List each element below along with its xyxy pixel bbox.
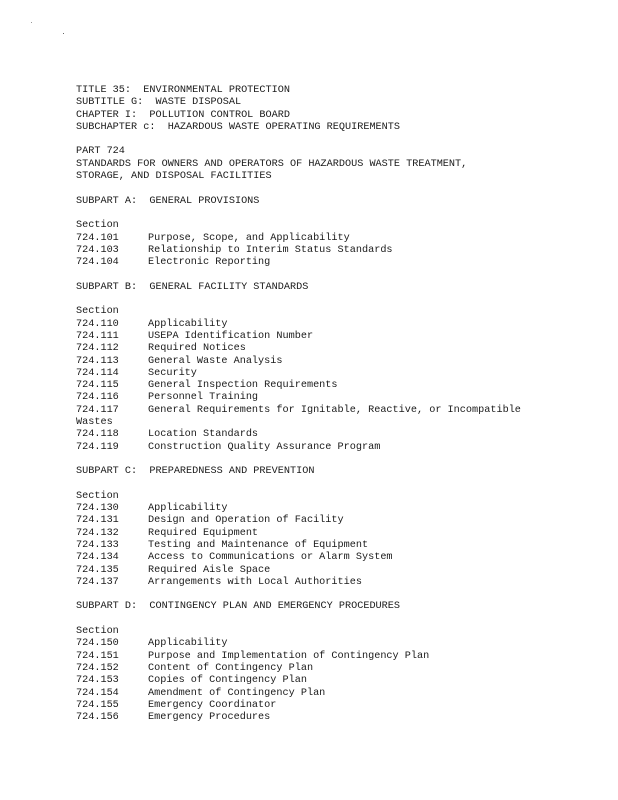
section-row: [76, 688, 556, 700]
subpart-heading: SUBPART C: PREPAREDNESS AND PREVENTION: [76, 466, 315, 478]
section-number: 724.153: [76, 675, 119, 687]
section-title: Construction Quality Assurance Program: [148, 441, 381, 453]
section-number: 724.117: [76, 404, 119, 416]
subpart-block: [76, 196, 556, 282]
section-number: 724.114: [76, 367, 119, 379]
section-title: Applicability: [148, 318, 228, 330]
subpart-block: [76, 601, 556, 724]
section-title: Copies of Contingency Plan: [148, 675, 307, 687]
section-number: 724.110: [76, 318, 119, 330]
section-title: Applicability: [148, 638, 228, 650]
section-title: Security: [148, 367, 197, 379]
section-row: [76, 528, 556, 540]
section-number: 724.134: [76, 552, 119, 564]
section-row: [76, 331, 556, 343]
section-row: [76, 651, 556, 663]
document-page: [76, 85, 556, 724]
section-title: Location Standards: [148, 429, 259, 441]
section-row: [76, 675, 556, 687]
section-number: 724.111: [76, 330, 119, 342]
part-title-line-1: STANDARDS FOR OWNERS AND OPERATORS OF HAZARDOUS WASTE TREATMENT,: [76, 158, 468, 170]
part-label: PART 724: [76, 146, 125, 158]
section-label: Section: [76, 220, 119, 232]
section-number: 724.112: [76, 343, 119, 355]
subpart-heading: SUBPART B: GENERAL FACILITY STANDARDS: [76, 281, 309, 293]
section-title: Design and Operation of Facility: [148, 515, 344, 527]
section-title: Required Notices: [148, 343, 246, 355]
section-title: Required Equipment: [148, 527, 259, 539]
section-number: 724.133: [76, 539, 119, 551]
section-row: [76, 540, 556, 552]
section-row: [76, 343, 556, 355]
section-row: [76, 552, 556, 564]
section-title: Content of Contingency Plan: [148, 662, 314, 674]
section-title: Required Aisle Space: [148, 564, 271, 576]
spacer: [76, 208, 556, 220]
section-number: 724.113: [76, 355, 119, 367]
section-row: [76, 380, 556, 392]
section-title-continuation: Wastes: [76, 417, 113, 429]
section-number: 724.155: [76, 699, 119, 711]
spacer: [76, 589, 556, 601]
section-row: [76, 577, 556, 589]
section-title: USEPA Identification Number: [148, 330, 314, 342]
spacer: [76, 183, 556, 195]
section-number: 724.130: [76, 503, 119, 515]
subpart-block: [76, 466, 556, 601]
spacer: [76, 269, 556, 281]
spacer: [76, 294, 556, 306]
section-title: General Requirements for Ignitable, Reactive, or Incompatible: [148, 404, 521, 416]
section-row: [76, 712, 556, 724]
section-row: [76, 638, 556, 650]
subpart-heading: SUBPART A: GENERAL PROVISIONS: [76, 195, 260, 207]
section-number: 724.132: [76, 527, 119, 539]
section-number: 724.152: [76, 662, 119, 674]
section-title: Electronic Reporting: [148, 257, 271, 269]
section-title: Purpose, Scope, and Applicability: [148, 232, 350, 244]
section-title: Applicability: [148, 503, 228, 515]
subtitle-line: SUBTITLE G: WASTE DISPOSAL: [76, 97, 242, 109]
section-row: [76, 257, 556, 269]
section-row: [76, 368, 556, 380]
spacer: [76, 454, 556, 466]
section-number: 724.156: [76, 712, 119, 724]
section-row: [76, 319, 556, 331]
section-row: [76, 245, 556, 257]
section-row: [76, 515, 556, 527]
subchapter-line: SUBCHAPTER c: HAZARDOUS WASTE OPERATING REQUIREMENTS: [76, 121, 401, 133]
spacer: [76, 479, 556, 491]
section-label: Section: [76, 306, 119, 318]
section-number: 724.118: [76, 429, 119, 441]
subpart-heading: SUBPART D: CONTINGENCY PLAN AND EMERGENCY PROCEDURES: [76, 601, 401, 613]
section-label: Section: [76, 490, 119, 502]
section-row: [76, 663, 556, 675]
subpart-list: [76, 196, 556, 725]
section-title: Purpose and Implementation of Contingency Plan: [148, 650, 430, 662]
section-row: [76, 405, 556, 417]
section-number: 724.151: [76, 650, 119, 662]
spacer: [76, 134, 556, 146]
section-row: [76, 503, 556, 515]
section-title: Amendment of Contingency Plan: [148, 687, 326, 699]
section-title: Relationship to Interim Status Standards: [148, 244, 393, 256]
section-title: Arrangements with Local Authorities: [148, 576, 362, 588]
section-number: 724.116: [76, 392, 119, 404]
section-row: [76, 233, 556, 245]
section-row: [76, 565, 556, 577]
section-row: [76, 442, 556, 454]
section-row: [76, 356, 556, 368]
section-number: 724.154: [76, 687, 119, 699]
title-line: TITLE 35: ENVIRONMENTAL PROTECTION: [76, 85, 290, 96]
scan-speck: [63, 33, 64, 34]
section-title: Testing and Maintenance of Equipment: [148, 539, 369, 551]
section-label: Section: [76, 626, 119, 638]
section-number: 724.115: [76, 380, 119, 392]
section-row: [76, 700, 556, 712]
section-title: Emergency Procedures: [148, 712, 271, 724]
section-number: 724.101: [76, 232, 119, 244]
section-title: General Inspection Requirements: [148, 380, 338, 392]
section-number: 724.150: [76, 638, 119, 650]
section-title: Personnel Training: [148, 392, 259, 404]
part-title-line-2: STORAGE, AND DISPOSAL FACILITIES: [76, 171, 272, 183]
section-title: Emergency Coordinator: [148, 699, 277, 711]
spacer: [76, 614, 556, 626]
section-number: 724.135: [76, 564, 119, 576]
chapter-line: CHAPTER I: POLLUTION CONTROL BOARD: [76, 109, 290, 121]
section-row: [76, 392, 556, 404]
section-number: 724.119: [76, 441, 119, 453]
section-row: [76, 429, 556, 441]
section-title: Access to Communications or Alarm System: [148, 552, 393, 564]
section-number: 724.104: [76, 257, 119, 269]
scan-speck: [31, 22, 32, 23]
section-number: 724.131: [76, 515, 119, 527]
section-number: 724.137: [76, 576, 119, 588]
section-number: 724.103: [76, 244, 119, 256]
subpart-block: [76, 282, 556, 466]
section-title: General Waste Analysis: [148, 355, 283, 367]
